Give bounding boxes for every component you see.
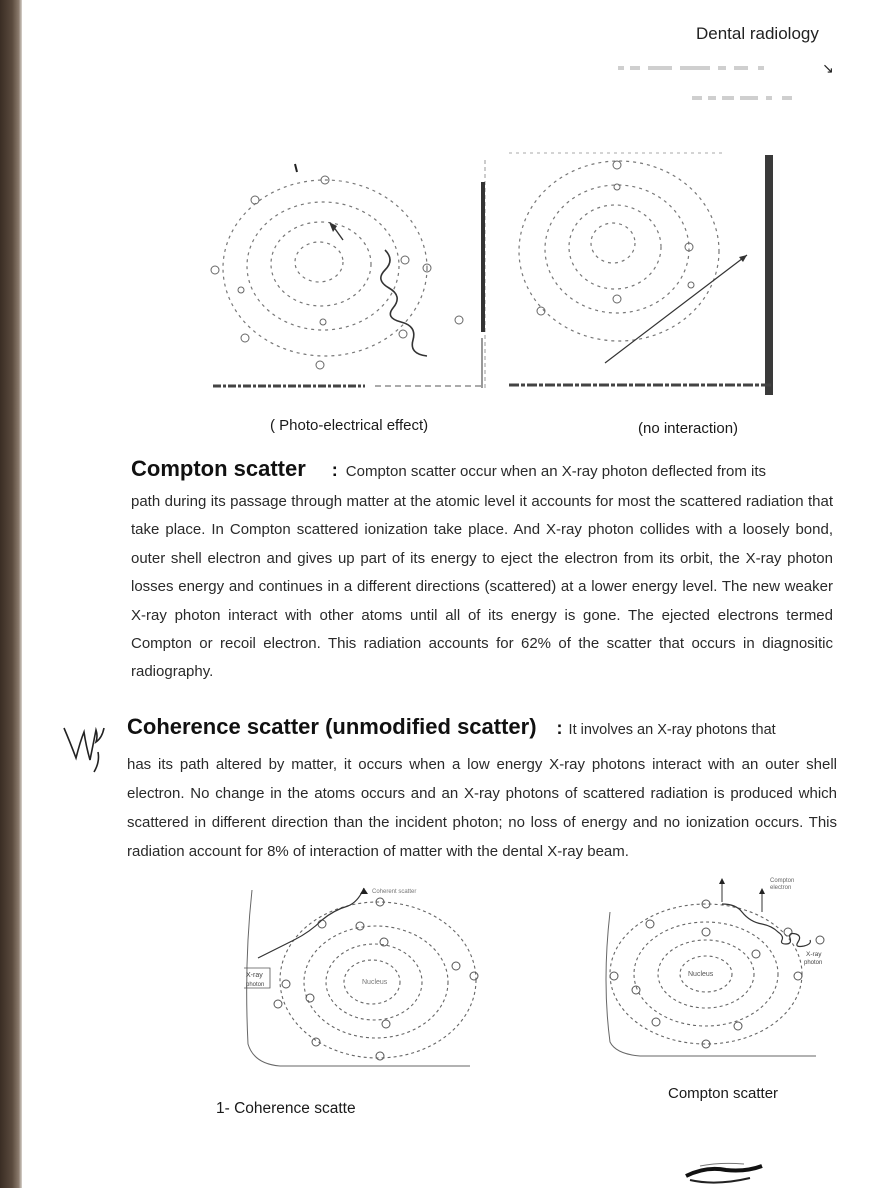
right-photon-label: photon (804, 960, 823, 966)
coherence-colon: : (556, 718, 563, 738)
coherence-scatter-caption: 1- Coherence scatte (216, 1100, 356, 1117)
coherent-scatter-diagram (240, 884, 490, 1070)
compton-scatter-caption: Compton scatter (668, 1085, 779, 1102)
compton-body: path during its passage through matter at the atomic level it accounts for most the scattered radiation that take place. In Compton scattered ionization take place. And X-ray photon collides with a loosely bond, outer shell electron and gives up part of its energy to eject the electron from its orbit, the X-ray photon losses energy and continues in a different directions (scattered) at a lower energy level. The new weaker X-ray photon interact with other atoms until all of its energy is gone. The ejected electrons termed Compton or recoil electron. This radiation accounts for 62% of the scatter that occurs in diagnositic radiography. (131, 493, 833, 681)
compton-heading: Compton scatter (131, 456, 306, 481)
left-xray-label: X-ray (246, 972, 263, 979)
compton-heading-line (131, 456, 833, 486)
compton-colon: : (331, 460, 338, 480)
page-header: Dental radiology (696, 24, 819, 43)
coherence-lead-text: It involves an X-ray photons that (568, 722, 776, 738)
photoelectric-effect-diagram (205, 150, 495, 400)
left-photon-label: photon (246, 982, 265, 988)
figure-divider (478, 162, 490, 392)
faint-header-line-1 (618, 62, 818, 74)
compton-scatter-section (131, 456, 833, 687)
bottom-ink-smudge (680, 1158, 766, 1188)
right-nucleus-label: Nucleus (688, 971, 714, 978)
right-xray-label: X-ray (806, 951, 822, 958)
coherence-heading-line (127, 714, 837, 744)
compton-scatter-diagram (600, 872, 840, 1058)
coherence-body: has its path altered by matter, it occurs when a low energy X-ray photons interact with an outer shell electron. No change in the atoms occurs and an X-ray photons of scattered radiation is produced which scattered in different direction than the incident photon; no loss of energy and no ionization occurs. This radiation account for 8% of interaction of matter with the dental X-ray beam. (127, 756, 837, 860)
photoelectric-caption: ( Photo-electrical effect) (270, 417, 429, 434)
coherent-scatter-label: Coherent scatter (372, 889, 417, 895)
faint-header-line-2 (692, 92, 832, 104)
left-nucleus-label: Nucleus (362, 979, 388, 986)
compton-lead-text: Compton scatter occur when an X-ray photon deflected from its (345, 463, 767, 480)
no-interaction-diagram (505, 145, 783, 400)
page-binding-edge (0, 0, 22, 1188)
compton-electron-label-1: Compton (770, 878, 795, 884)
no-interaction-caption: (no interaction) (638, 420, 739, 437)
compton-electron-label-2: electron (770, 885, 792, 891)
coherence-heading: Coherence scatter (unmodified scatter) (127, 714, 537, 739)
ink-mark: ↘ (822, 60, 834, 76)
handwritten-margin-mark (60, 718, 112, 778)
coherence-scatter-section (127, 714, 837, 866)
